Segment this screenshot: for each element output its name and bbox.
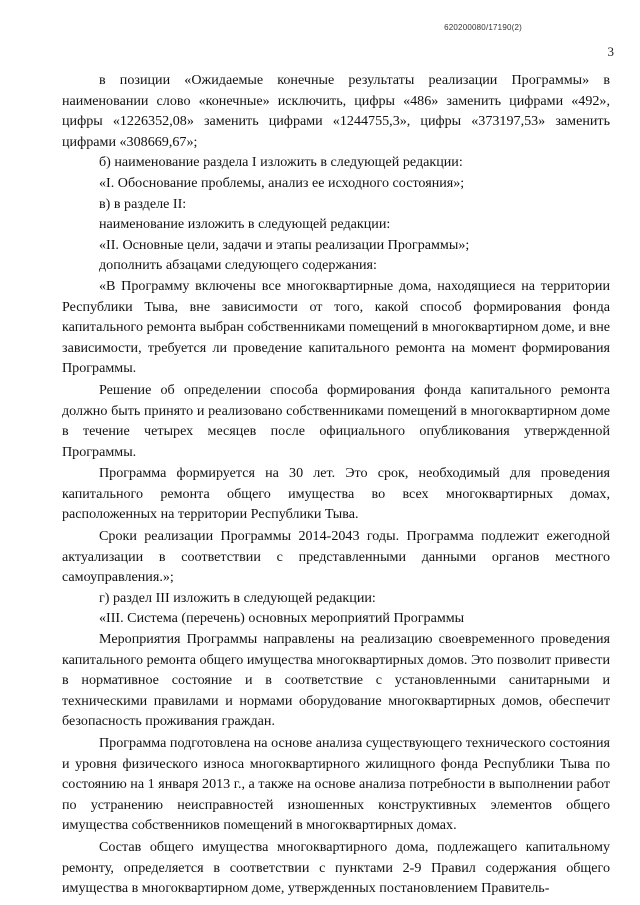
document-body (62, 70, 610, 899)
paragraph-item-v: в) в разделе II: (99, 195, 187, 212)
paragraph-analysis-basis: Программа подготовлена на основе анализа существующего технического состояния и уровня физического износа многоквартирного жилищного фонда Республики Тыва по состоянию на 1 января 2013 г., а также на основе анализа потребности в выполнении работ по устранению неисправностей изношенных конструктивных элементов общего имущества собственников помещений в многоквартирных домах. (62, 735, 610, 834)
paragraph-add-instruction: дополнить абзацами следующего содержания: (99, 257, 377, 274)
document-id: 620200080/17190(2) (444, 23, 522, 32)
paragraph-item-g: г) раздел III изложить в следующей редакции: (99, 589, 376, 606)
paragraph-common-property: Состав общего имущества многоквартирного дома, подлежащего капитальному ремонту, определяется в соответствии с пунктами 2-9 Правил содержания общего имущества в многоквартирном доме, утвержденных постановлением Правитель- (62, 838, 610, 897)
paragraph-program-duration: Программа формируется на 30 лет. Это срок, необходимый для проведения капитального ремонта общего имущества во всех многоквартирных домах, расположенных на территории Республики Тыва. (62, 465, 610, 523)
paragraph-name-instruction: наименование изложить в следующей редакции: (99, 216, 391, 233)
page-number: 3 (607, 44, 614, 59)
paragraph-program-scope: «В Программу включены все многоквартирные дома, находящиеся на территории Республики Тыва, вне зависимости от того, какой способ формирования фонда капитального ремонта выбран собственниками помещений в многоквартирном доме, и вне зависимости, требуется ли проведение капитального ремонта на момент формирования Программы. (62, 277, 610, 377)
paragraph-section-3-title: «III. Система (перечень) основных мероприятий Программы (99, 610, 465, 627)
paragraph-program-terms: Сроки реализации Программы 2014-2043 годы. Программа подлежит ежегодной актуализации в соответствии с представленными данными органов местного самоуправления.»; (62, 528, 610, 586)
paragraph-position-change: в позиции «Ожидаемые конечные результаты реализации Программы» в наименовании слово «конечные» исключить, цифры «486» заменить цифрами «492», цифры «1226352,08» заменить цифрами «1244755,3», цифры «373197,53» заменить цифрами «308669,67»; (62, 72, 610, 150)
paragraph-measures: Мероприятия Программы направлены на реализацию своевременного проведения капитального ремонта общего имущества многоквартирных домов. Это позволит привести в нормативное состояние и в соответствие с установленными санитарными и техническими правилами и нормами оборудование многоквартирных домов, обеспечит безопасность проживания граждан. (62, 631, 610, 730)
paragraph-fund-decision: Решение об определении способа формирования фонда капитального ремонта должно быть принято и реализовано собственниками помещений в многоквартирном доме в течение четырех месяцев после официального опубликования утвержденной Программы. (62, 381, 610, 460)
paragraph-item-b: б) наименование раздела I изложить в следующей редакции: (99, 154, 463, 171)
paragraph-section-2-title: «II. Основные цели, задачи и этапы реализации Программы»; (99, 236, 470, 253)
paragraph-section-1-title: «I. Обоснование проблемы, анализ ее исходного состояния»; (99, 174, 465, 191)
